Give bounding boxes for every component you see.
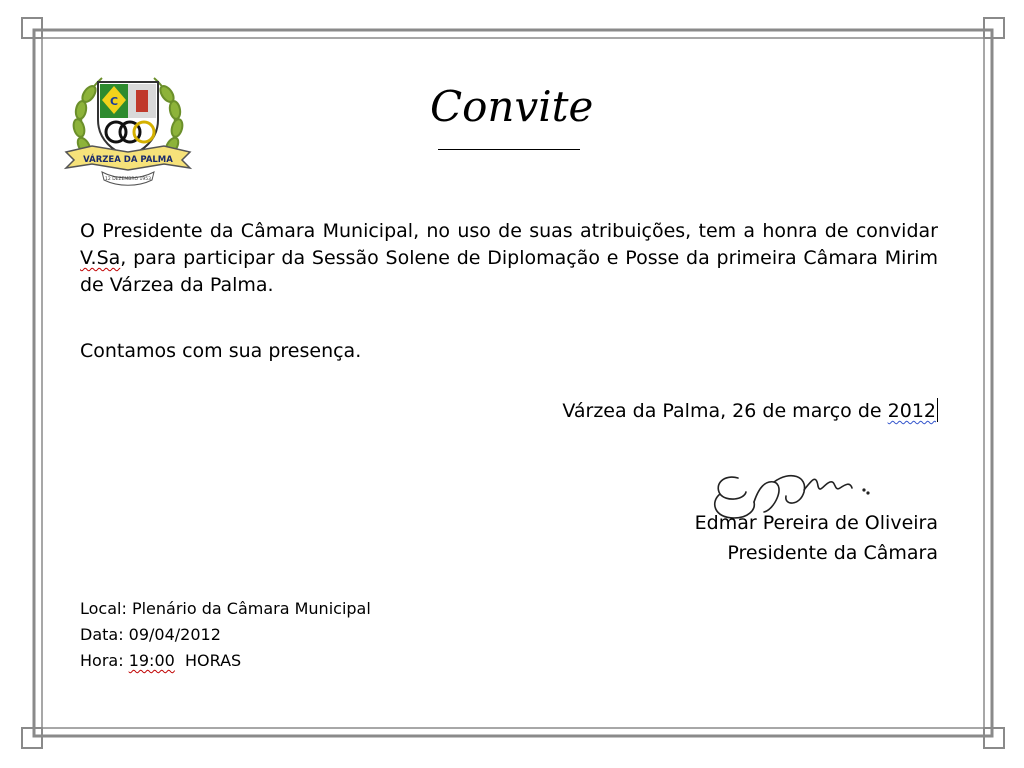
event-date: Data: 09/04/2012: [80, 625, 221, 644]
paragraph-vsa-abbrev: V.Sa: [80, 247, 121, 269]
signer-role: Presidente da Câmara: [727, 542, 938, 564]
document-title: Convite: [430, 82, 594, 131]
event-time-suffix: HORAS: [174, 651, 242, 670]
municipal-seal-logo: [62, 60, 194, 190]
signer-name: Edmar Pereira de Oliveira: [694, 512, 938, 534]
event-details: [80, 596, 371, 674]
event-local: Local: Plenário da Câmara Municipal: [80, 599, 371, 618]
event-time-label: Hora:: [80, 651, 129, 670]
svg-text:VÁRZEA DA PALMA: VÁRZEA DA PALMA: [83, 155, 173, 165]
invitation-paragraph: [80, 218, 938, 299]
paragraph-line-1: O Presidente da Câmara Municipal, no uso de suas atribuições, tem a honra: [80, 220, 818, 242]
svg-text:12 DEZEMBRO 1953: 12 DEZEMBRO 1953: [105, 177, 151, 182]
place-date-line: [562, 398, 938, 422]
text-cursor: [937, 398, 938, 422]
paragraph-line-3: da primeira Câmara Mirim de Várzea da Palma.: [80, 247, 938, 296]
paragraph-line-2-start: de convidar: [824, 220, 938, 242]
place-date-text: Várzea da Palma, 26 de março de: [562, 400, 888, 422]
title-underline: [438, 149, 580, 150]
paragraph-line-2-end: , para participar da Sessão Solene de Diplomação e Posse: [120, 247, 680, 269]
svg-text:C: C: [109, 95, 119, 108]
event-time: [80, 648, 371, 674]
signer-block: [695, 508, 938, 568]
event-time-value: 19:00: [128, 651, 175, 670]
date-year: 2012: [887, 400, 936, 422]
closing-line: Contamos com sua presença.: [80, 340, 362, 362]
